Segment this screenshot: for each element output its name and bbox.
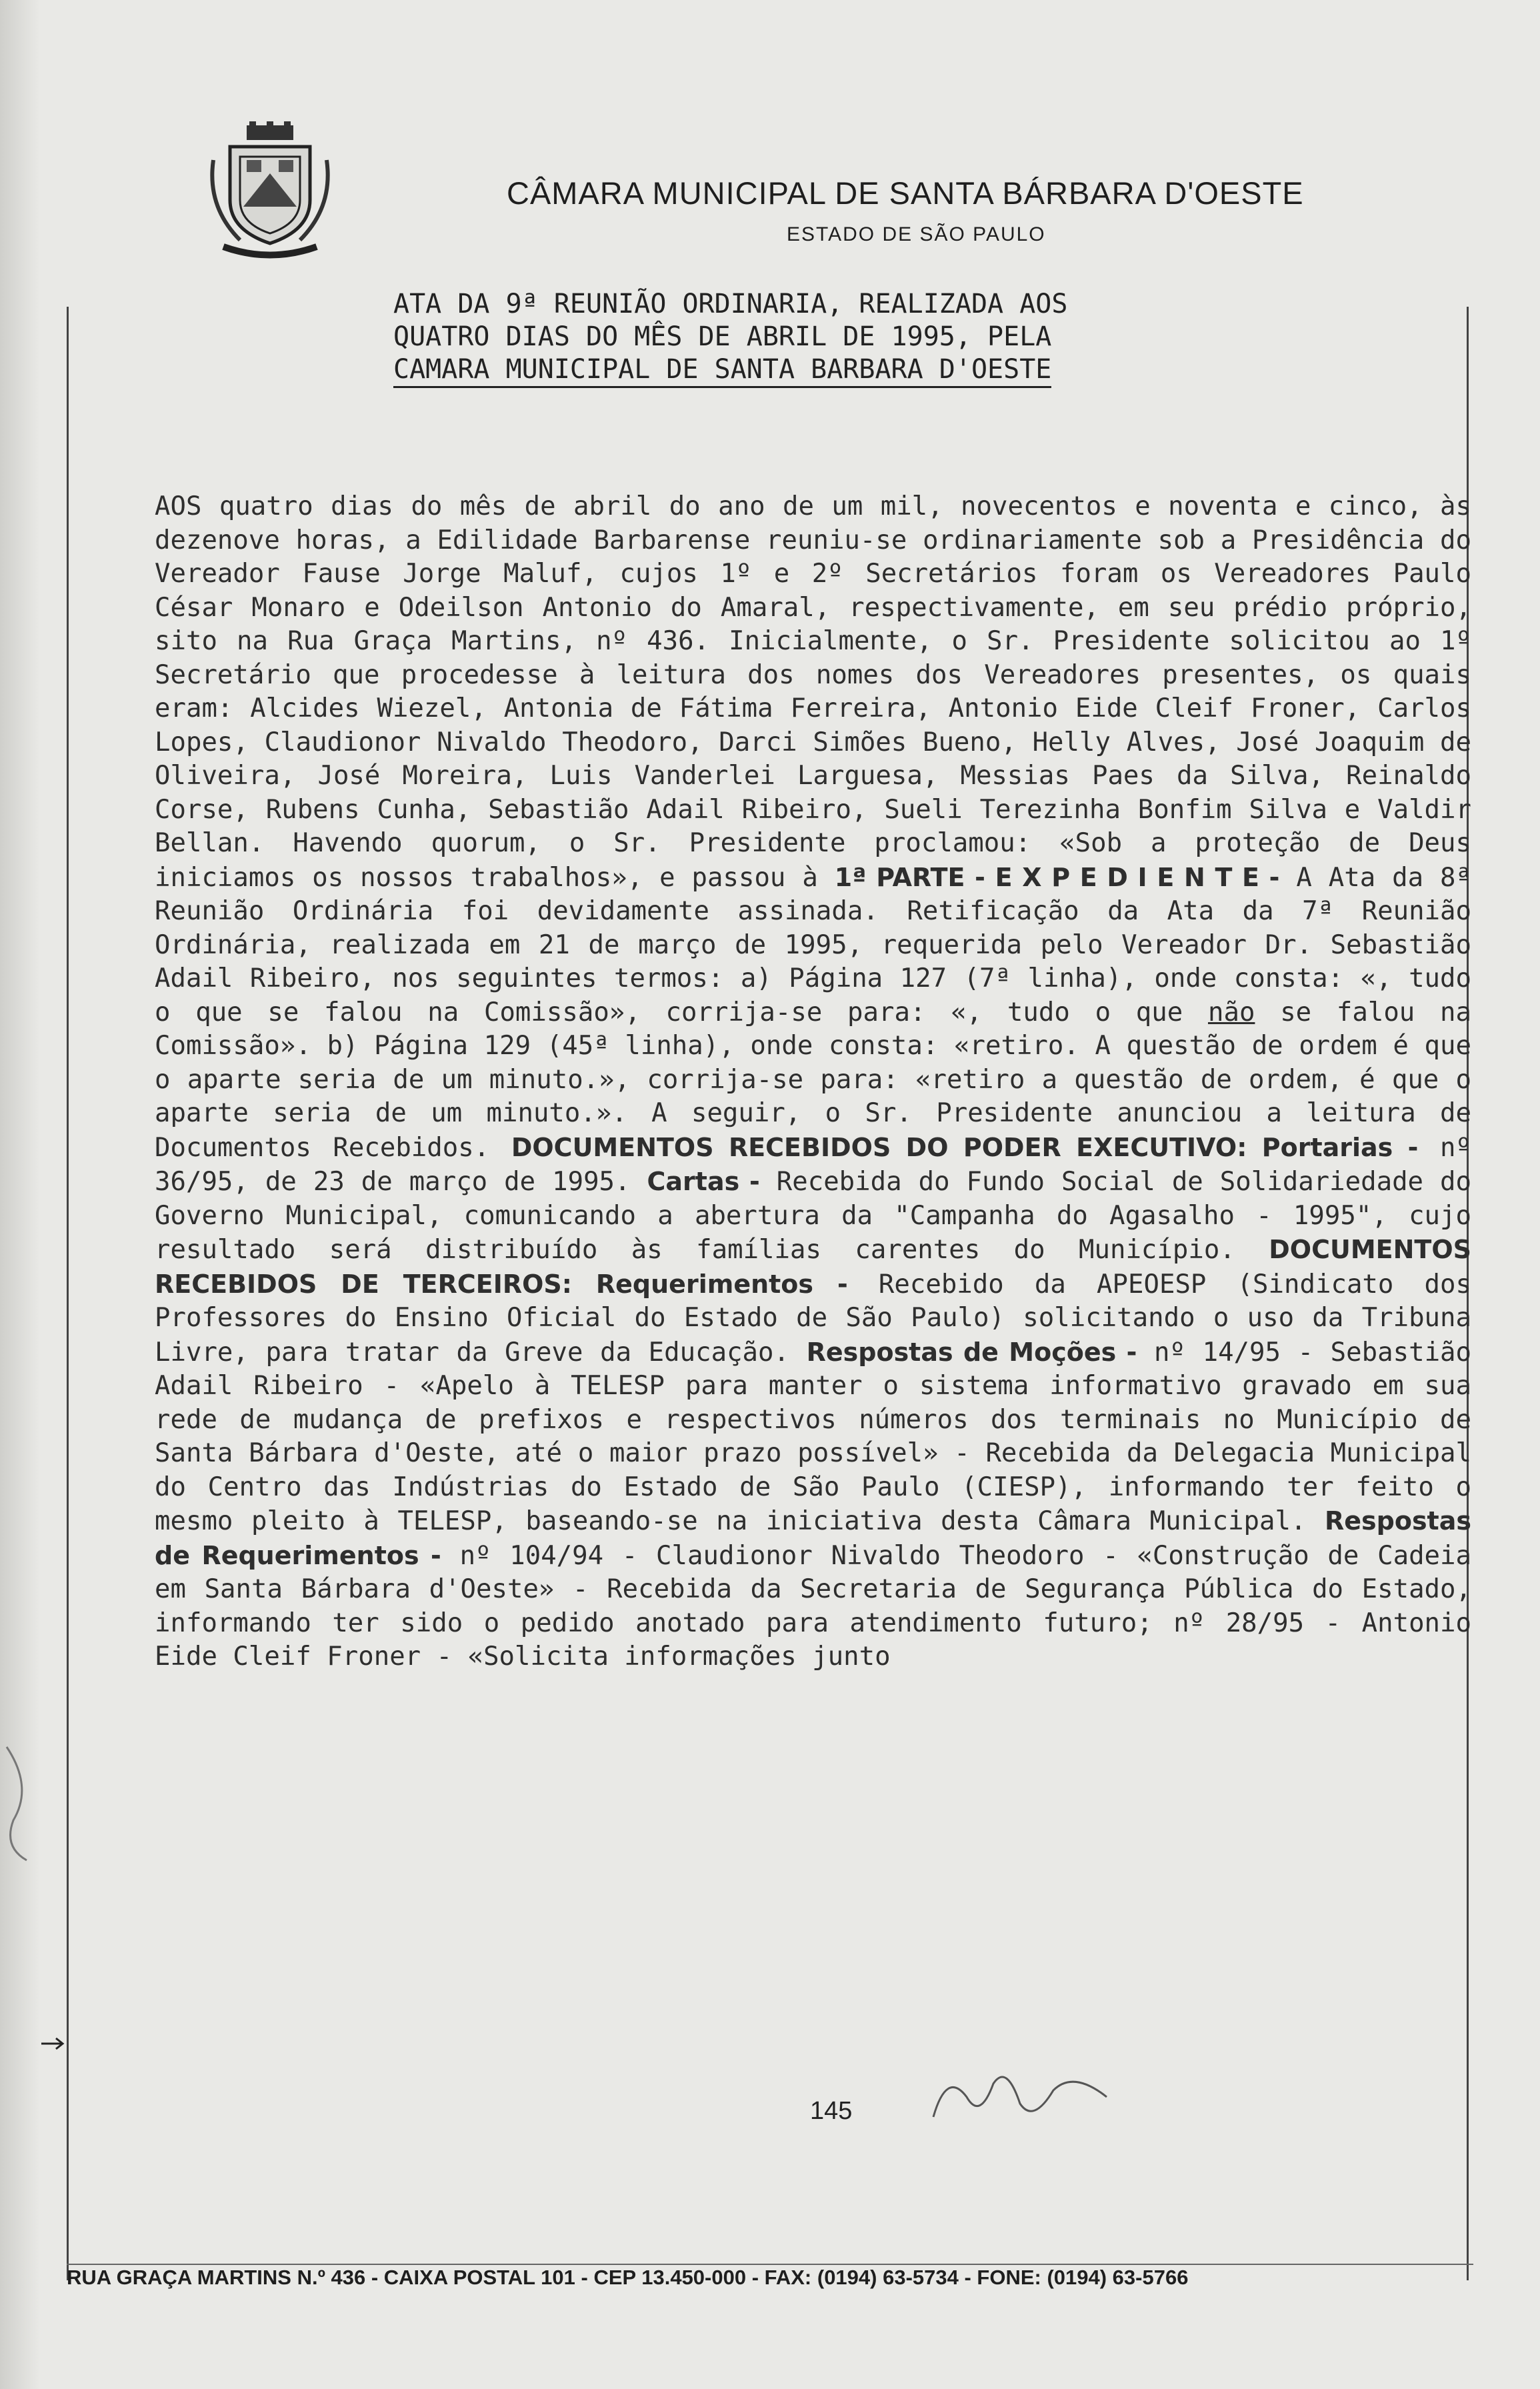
page-edge-shadow [0,0,40,2389]
title-line: QUATRO DIAS DO MÊS DE ABRIL DE 1995, PELA [393,321,1052,352]
section-heading: Respostas de Requerimentos - [155,1506,1471,1570]
body-text: Recebido da APEOESP (Sindicato dos Professores do Ensino Oficial do Estado de São Paulo) solicitando o uso da Tribuna Livre, para tratar da Greve da Educação. [155,1269,1471,1368]
section-heading: DOCUMENTOS RECEBIDOS DE TERCEIROS: Requerimentos - [155,1235,1472,1299]
underlined-word: não [1207,997,1255,1027]
minutes-body [155,490,1471,1674]
body-text: Recebida do Fundo Social de Solidariedade do Governo Municipal, comunicando a abertura da "Campanha do Agasalho - 1995", cujo resultado será distribuído às famílias carentes do Município. [155,1167,1471,1265]
title-line: ATA DA 9ª REUNIÃO ORDINARIA, REALIZADA AOS [393,289,1068,319]
municipal-coat-of-arms-icon [200,120,340,260]
title-line-underlined: CAMARA MUNICIPAL DE SANTA BARBARA D'OESTE [393,353,1051,388]
institution-name: CÂMARA MUNICIPAL DE SANTA BÁRBARA D'OESTE [507,175,1304,211]
body-text: nº 104/94 - Claudionor Nivaldo Theodoro - «Construção de Cadeia em Santa Bárbara d'Oeste» - Recebida da Secretaria de Segurança Pública do Estado, informando ter sido o pedido anotado para atendimento futuro; nº 28/95 - Antonio Eide Cleif Froner - «Solicita informações junto [155,1540,1471,1672]
margin-arrow-icon [40,2030,67,2057]
document-title [393,288,1273,388]
left-margin-rule [67,307,69,2280]
institution-state: ESTADO DE SÃO PAULO [787,223,1046,245]
letterhead [200,120,1400,273]
section-heading: DOCUMENTOS RECEBIDOS DO PODER EXECUTIVO: Portarias - [511,1132,1419,1162]
section-heading: Respostas de Moções - [806,1337,1137,1367]
body-text: AOS quatro dias do mês de abril do ano de um mil, novecentos e noventa e cinco, às dezenove horas, a Edilidade Barbarense reuniu-se ordinariamente sob a Presidência do Vereador Fause Jorge Maluf, cujos 1º e 2º Secretários foram os Vereadores Paulo César Monaro e Odeilson Antonio do Amaral, respectivamente, em seu prédio próprio, sito na Rua Graça Martins, nº 436. Inicialmente, o Sr. Presidente solicitou ao 1º Secretário que procedesse à leitura dos nomes dos Vereadores presentes, os quais eram: Alcides Wiezel, Antonia de Fátima Ferreira, Antonio Eide Cleif Froner, Carlos Lopes, Claudionor Nivaldo Theodoro, Darci Simões Bueno, Helly Alves, José Joaquim de Oliveira, José Moreira, Luis Vanderlei Larguesa, Messias Paes da Silva, Reinaldo Corse, Rubens Cunha, Sebastião Adail Ribeiro, Sueli Terezinha Bonfim Silva e Valdir Bellan. Havendo quorum, o Sr. Presidente proclamou: «Sob a proteção de Deus iniciamos os nossos trabalhos», e passou à [155,491,1471,893]
body-text: nº 36/95, de 23 de março de 1995. [155,1132,1471,1197]
page-number: 145 [810,2097,853,2125]
margin-ink-mark [0,1734,47,1867]
body-text: A Ata da 8ª Reunião Ordinária foi devidamente assinada. Retificação da Ata da 7ª Reunião Ordinária, realizada em 21 de março de 1995, requerida pelo Vereador Dr. Sebastião Adail Ribeiro, nos seguintes termos: a) Página 127 (7ª linha), onde consta: «, tudo o que se falou na Comissão», corrija-se para: «, tudo o que [155,862,1471,1027]
footer-address: RUA GRAÇA MARTINS N.º 436 - CAIXA POSTAL 101 - CEP 13.450-000 - FAX: (0194) 63-5734 - FONE: (0194) 63-5766 [67,2266,1189,2289]
section-heading: Cartas - [647,1167,760,1196]
body-text: se falou na Comissão». b) Página 129 (45ª linha), onde consta: «retiro. A questão de ordem é que o aparte seria de um minuto.», corrija-se para: «retiro a questão de ordem, é que o aparte seria de um minuto.». A seguir, o Sr. Presidente anunciou a leitura de Documentos Recebidos. [155,997,1471,1163]
signature-mark [920,2057,1120,2137]
section-heading: 1ª PARTE - E X P E D I E N T E - [834,862,1280,892]
body-text: nº 14/95 - Sebastião Adail Ribeiro - «Apelo à TELESP para manter o sistema informativo gravado em sua rede de mudança de prefixos e respectivos números dos terminais no Município de Santa Bárbara d'Oeste, até o maior prazo possível» - Recebida da Delegacia Municipal do Centro das Indústrias do Estado de São Paulo (CIESP), informando ter feito o mesmo pleito à TELESP, baseando-se na iniciativa desta Câmara Municipal. [155,1337,1472,1536]
footer-divider [67,2264,1473,2265]
